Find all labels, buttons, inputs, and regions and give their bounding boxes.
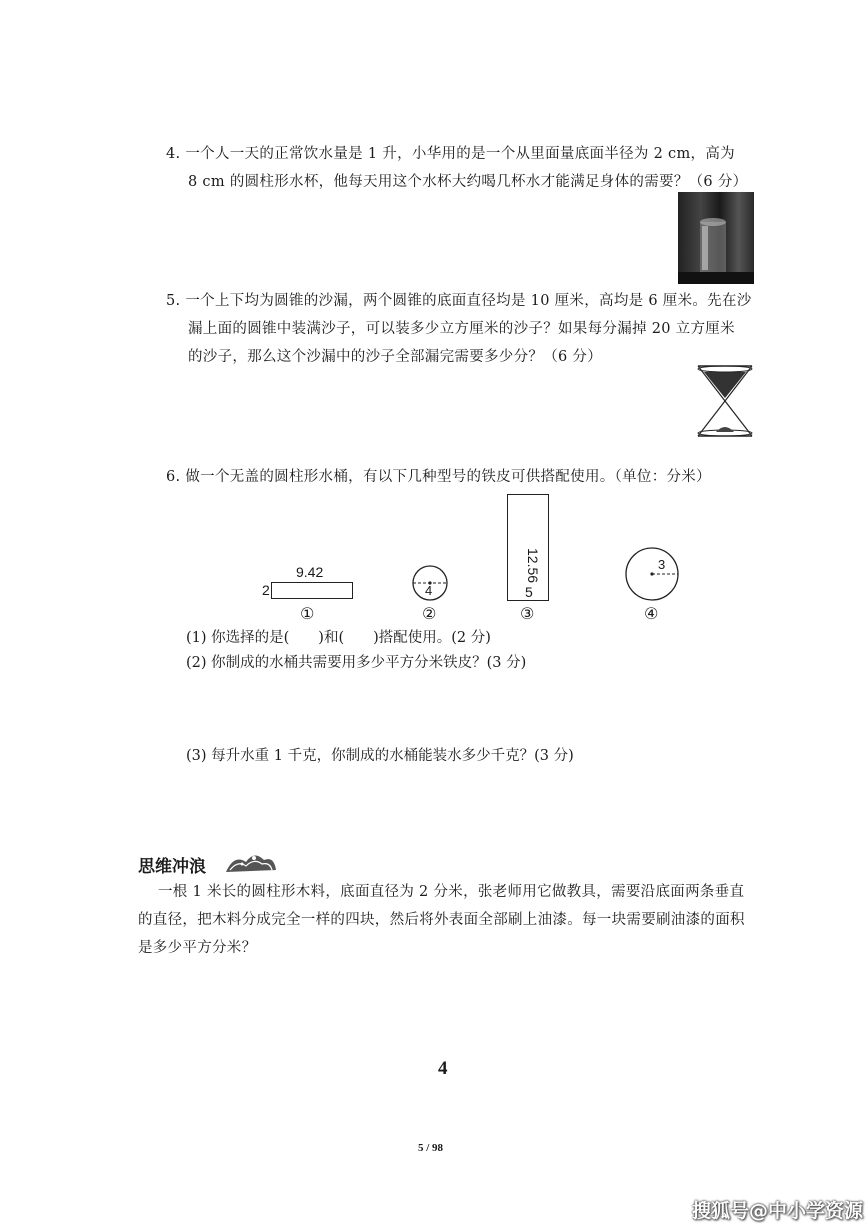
problem-4-number: 4. [166,146,181,162]
figure-4-label: 3 [658,557,666,572]
thinking-line-1: 一根 1 米长的圆柱形木料，底面直径为 2 分米，张老师用它做教具，需要沿底面两条垂直 [158,884,745,900]
problem-4-line-1: 4. 一个人一天的正常饮水量是 1 升，小华用的是一个从里面量底面半径为 2 cm，高为 [166,146,735,162]
thinking-line-2: 的直径，把木料分成完全一样的四块，然后将外表面全部刷上油漆。每一块需要刷油漆的面积 [138,912,745,928]
problem-5-line-2: 漏上面的圆锥中装满沙子，可以装多少立方厘米的沙子？如果每分漏掉 20 立方厘米 [188,321,735,337]
problem-6-sub-3: (3) 每升水重 1 千克，你制成的水桶能装水多少千克？(3 分) [186,748,574,764]
figure-4-id: ④ [644,604,659,623]
hourglass-icon [694,362,756,440]
thinking-problem [138,878,798,962]
figure-2-label: 4 [425,583,433,598]
figure-1-side-label: 2 [262,582,270,598]
figure-1-rectangle [271,582,353,599]
cup-photo-drawing [678,192,754,284]
section-title: 思维冲浪 [138,857,206,877]
problem-6-sub-1: (1) 你选择的是( )和( )搭配使用。(2 分) [186,630,491,646]
figure-3-bottom-label: 5 [525,584,533,600]
problem-6: 6. 做一个无盖的圆柱形水桶，有以下几种型号的铁皮可供搭配使用。（单位：分米） [166,469,711,485]
cup-photo-icon [678,192,754,284]
wave-icon [224,850,278,876]
problem-5-line-1: 5. 一个上下均为圆锥的沙漏，两个圆锥的底面直径均是 10 厘米，高均是 6 厘米。先在沙 [166,293,752,309]
watermark: 搜狐号@中小学资源 [692,1200,864,1222]
figure-2-id: ② [422,604,437,623]
problem-6-sub-2: (2) 你制成的水桶共需要用多少平方分米铁皮？(3 分) [186,655,527,671]
problem-6-number: 6. [166,469,181,485]
problem-5-line-3: 的沙子，那么这个沙漏中的沙子全部漏完需要多少分？（6 分） [188,349,603,365]
figure-1-top-label: 9.42 [296,564,324,580]
problem-5 [166,287,786,371]
problem-4-line-2: 8 cm 的圆柱形水杯，他每天用这个水杯大约喝几杯水才能满足身体的需要？（6 分） [188,174,748,190]
pager: 5 / 98 [418,1142,444,1154]
figure-3-side-label: 12.56 [525,548,541,584]
page-number: 4 [438,1058,448,1079]
thinking-line-3: 是多少平方分米？ [138,940,257,956]
problem-4 [166,140,786,196]
figure-1-id: ① [300,604,315,623]
problem-5-number: 5. [166,293,181,309]
figure-4-circle [622,544,682,604]
figure-3-id: ③ [520,604,535,623]
